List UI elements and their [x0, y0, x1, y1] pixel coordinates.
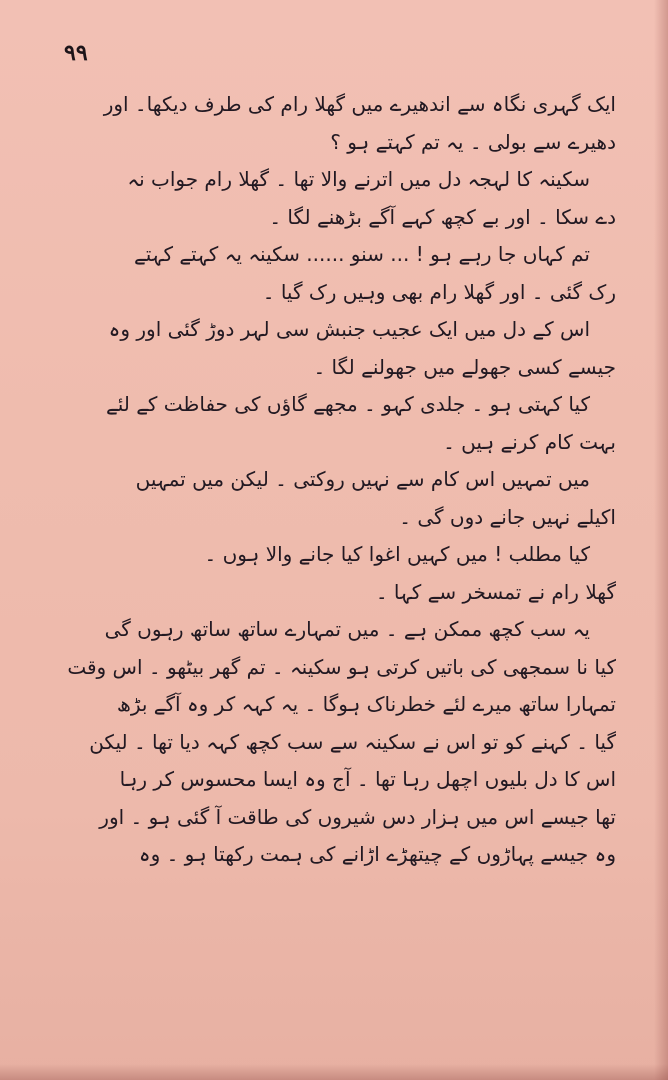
- body-text: [40, 92, 616, 880]
- text-line: بہت کام کرنے ہیں ۔: [443, 429, 616, 454]
- text-line: ایک گہری نگاہ سے اندھیرے میں گھلا رام کی طرف دیکھا۔ اور: [103, 92, 616, 116]
- text-line: رک گئی ۔ اور گھلا رام بھی وہیں رک گیا ۔: [262, 279, 616, 304]
- text-line: گھلا رام نے تمسخر سے کہا ۔: [375, 579, 616, 604]
- text-line: اس کا دل بلیوں اچھل رہا تھا ۔ آج وہ ایسا محسوس کر رہا: [119, 767, 616, 791]
- text-line: تم کہاں جا رہے ہو ! ... سنو ...... سکینہ یہ کہتے کہتے: [133, 242, 590, 266]
- text-line: کیا کہتی ہو ۔ جلدی کہو ۔ مجھے گاؤں کی حفاظت کے لئے: [105, 392, 590, 416]
- text-line: سکینہ کا لہجہ دل میں اترنے والا تھا ۔ گھلا رام جواب نہ: [127, 167, 590, 191]
- text-line: دے سکا ۔ اور بے کچھ کہے آگے بڑھنے لگا ۔: [269, 204, 616, 229]
- page-edge-shadow-right: [654, 0, 668, 1080]
- text-line: وہ جیسے پہاڑوں کے چیتھڑے اڑانے کی ہمت رکھتا ہو ۔ وہ: [138, 842, 616, 866]
- text-line: گیا ۔ کہنے کو تو اس نے سکینہ سے سب کچھ کہہ دیا تھا ۔ لیکن: [89, 729, 616, 754]
- text-line: تمہارا ساتھ میرے لئے خطرناک ہوگا ۔ یہ کہہ کر وہ آگے بڑھ: [116, 692, 616, 716]
- text-line: اکیلے نہیں جانے دوں گی ۔: [399, 504, 616, 529]
- text-line: جیسے کسی جھولے میں جھولنے لگا ۔: [313, 354, 616, 379]
- page-number: ۹۹: [64, 40, 88, 66]
- text-line: تھا جیسے اس میں ہزار دس شیروں کی طاقت آ گئی ہو ۔ اور: [99, 804, 616, 829]
- text-line: کیا مطلب ! میں کہیں اغوا کیا جانے والا ہوں ۔: [204, 542, 590, 566]
- text-line: میں تمہیں اس کام سے نہیں روکتی ۔ لیکن میں تمہیں: [135, 467, 590, 491]
- text-line: دھیرے سے بولی ۔ یہ تم کہتے ہو ؟: [330, 129, 616, 154]
- page-edge-shadow-bottom: [0, 1064, 668, 1080]
- text-line: یہ سب کچھ ممکن ہے ۔ میں تمہارے ساتھ ساتھ رہوں گی: [104, 617, 590, 641]
- text-line: کیا نا سمجھی کی باتیں کرتی ہو سکینہ ۔ تم گھر بیٹھو ۔ اس وقت: [67, 654, 616, 679]
- text-line: اس کے دل میں ایک عجیب جنبش سی لہر دوڑ گئی اور وہ: [108, 317, 590, 341]
